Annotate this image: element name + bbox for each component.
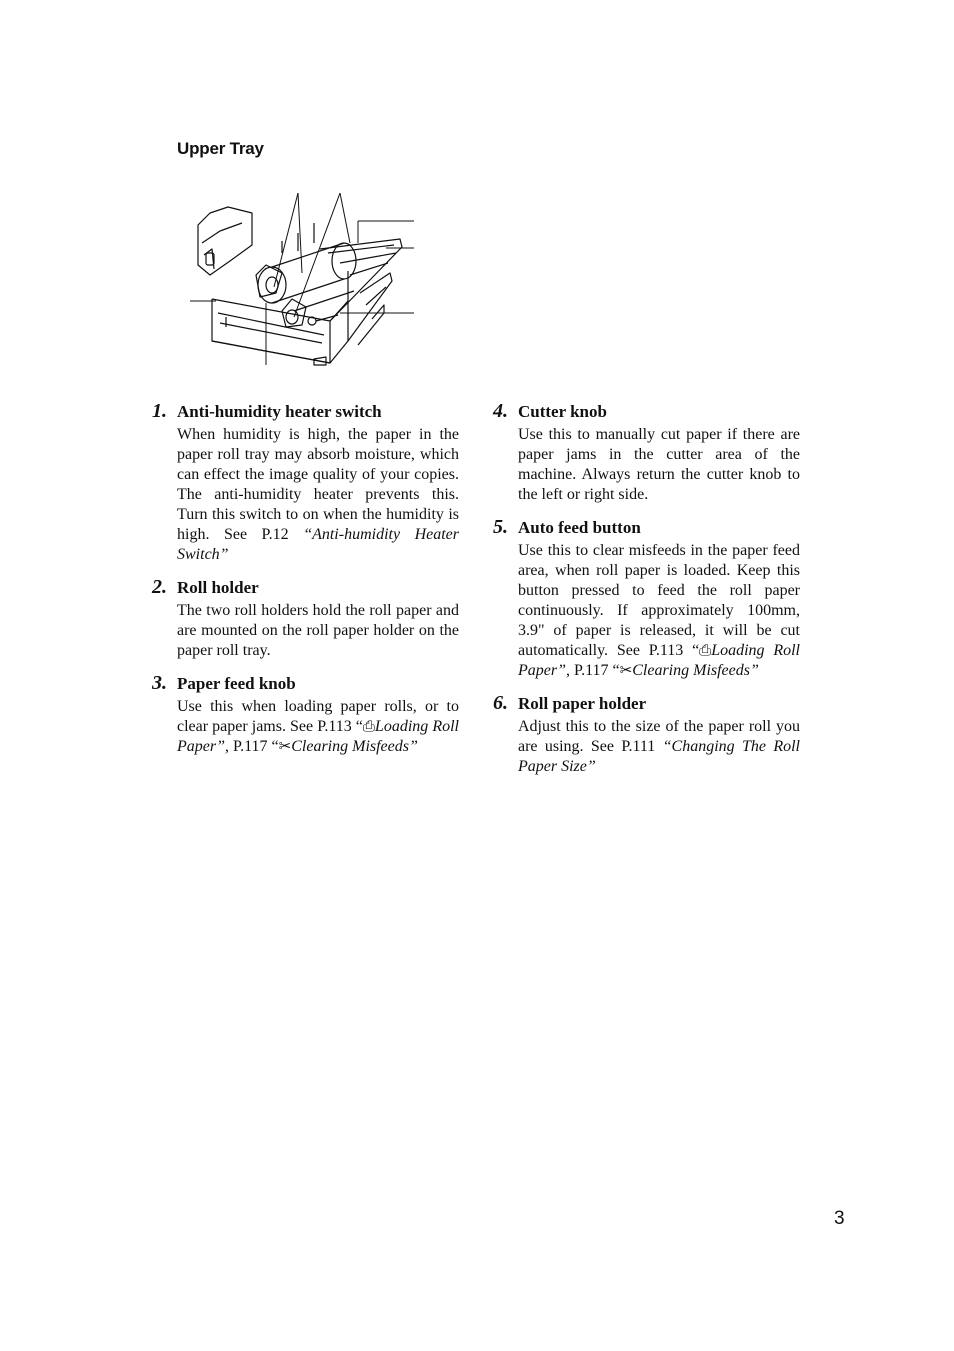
item-description: Adjust this to the size of the paper roll you are using. See P.111 “Changing The Roll Paper Size” — [518, 718, 800, 775]
list-item — [152, 576, 459, 661]
cross-reference: Loading Roll Paper” — [177, 718, 459, 755]
left-column — [152, 400, 460, 768]
cross-reference: “Anti-humidity Heater Switch” — [177, 526, 460, 563]
item-description: Use this to clear misfeeds in the paper feed area, when roll paper is loaded. Keep this button pressed to feed the roll paper continuously. If approximately 100mm, 3.9" of paper is released, it will be cut automatically. See P.113 “⎙Loading Roll Paper”, P.117 “✂Clearing Misfeeds” — [518, 542, 800, 679]
list-item — [493, 400, 800, 505]
item-number: 1. — [152, 400, 167, 422]
item-title: Cutter knob — [518, 402, 607, 421]
item-description: Use this when loading paper rolls, or to clear paper jams. See P.113 “⎙Loading Roll Paper”, P.117 “✂Clearing Misfeeds” — [177, 698, 459, 755]
cross-reference: “Changing The Roll Paper Size” — [518, 738, 800, 775]
item-number: 4. — [493, 400, 508, 422]
section-title: Upper Tray — [177, 139, 264, 158]
loading-paper-icon: ⎙ — [362, 719, 375, 735]
item-description: Use this to manually cut paper if there are paper jams in the cutter area of the machine. Always return the cutter knob to the left or right side. — [518, 426, 800, 503]
cross-reference: Loading Roll Paper” — [518, 642, 800, 679]
list-item — [152, 400, 460, 565]
list-item — [493, 692, 800, 777]
item-title: Roll paper holder — [518, 694, 647, 713]
upper-tray-illustration — [190, 193, 430, 378]
loading-paper-icon: ⎙ — [699, 643, 712, 659]
right-column — [493, 400, 800, 788]
misfeed-icon: ✂ — [278, 739, 292, 755]
item-number: 5. — [493, 516, 508, 538]
item-number: 6. — [493, 692, 508, 714]
list-item — [152, 672, 459, 757]
item-description: The two roll holders hold the roll paper and are mounted on the roll paper holder on the paper roll tray. — [177, 602, 459, 659]
misfeed-icon: ✂ — [619, 663, 633, 679]
cross-reference: Clearing Misfeeds” — [291, 738, 418, 755]
item-title: Anti-humidity heater switch — [177, 402, 382, 421]
item-title: Auto feed button — [518, 518, 641, 537]
item-description: When humidity is high, the paper in the paper roll tray may absorb moisture, which can effect the image quality of your copies. The anti-humidity heater prevents this. Turn this switch to on when the humidity is high. See P.12 “Anti-humidity Heater Switch” — [177, 426, 460, 563]
list-item — [493, 516, 800, 681]
item-title: Paper feed knob — [177, 674, 296, 693]
page-number: 3 — [834, 1208, 845, 1229]
item-title: Roll holder — [177, 578, 259, 597]
cross-reference: Clearing Misfeeds” — [632, 662, 759, 679]
item-number: 2. — [152, 576, 167, 598]
item-number: 3. — [152, 672, 167, 694]
